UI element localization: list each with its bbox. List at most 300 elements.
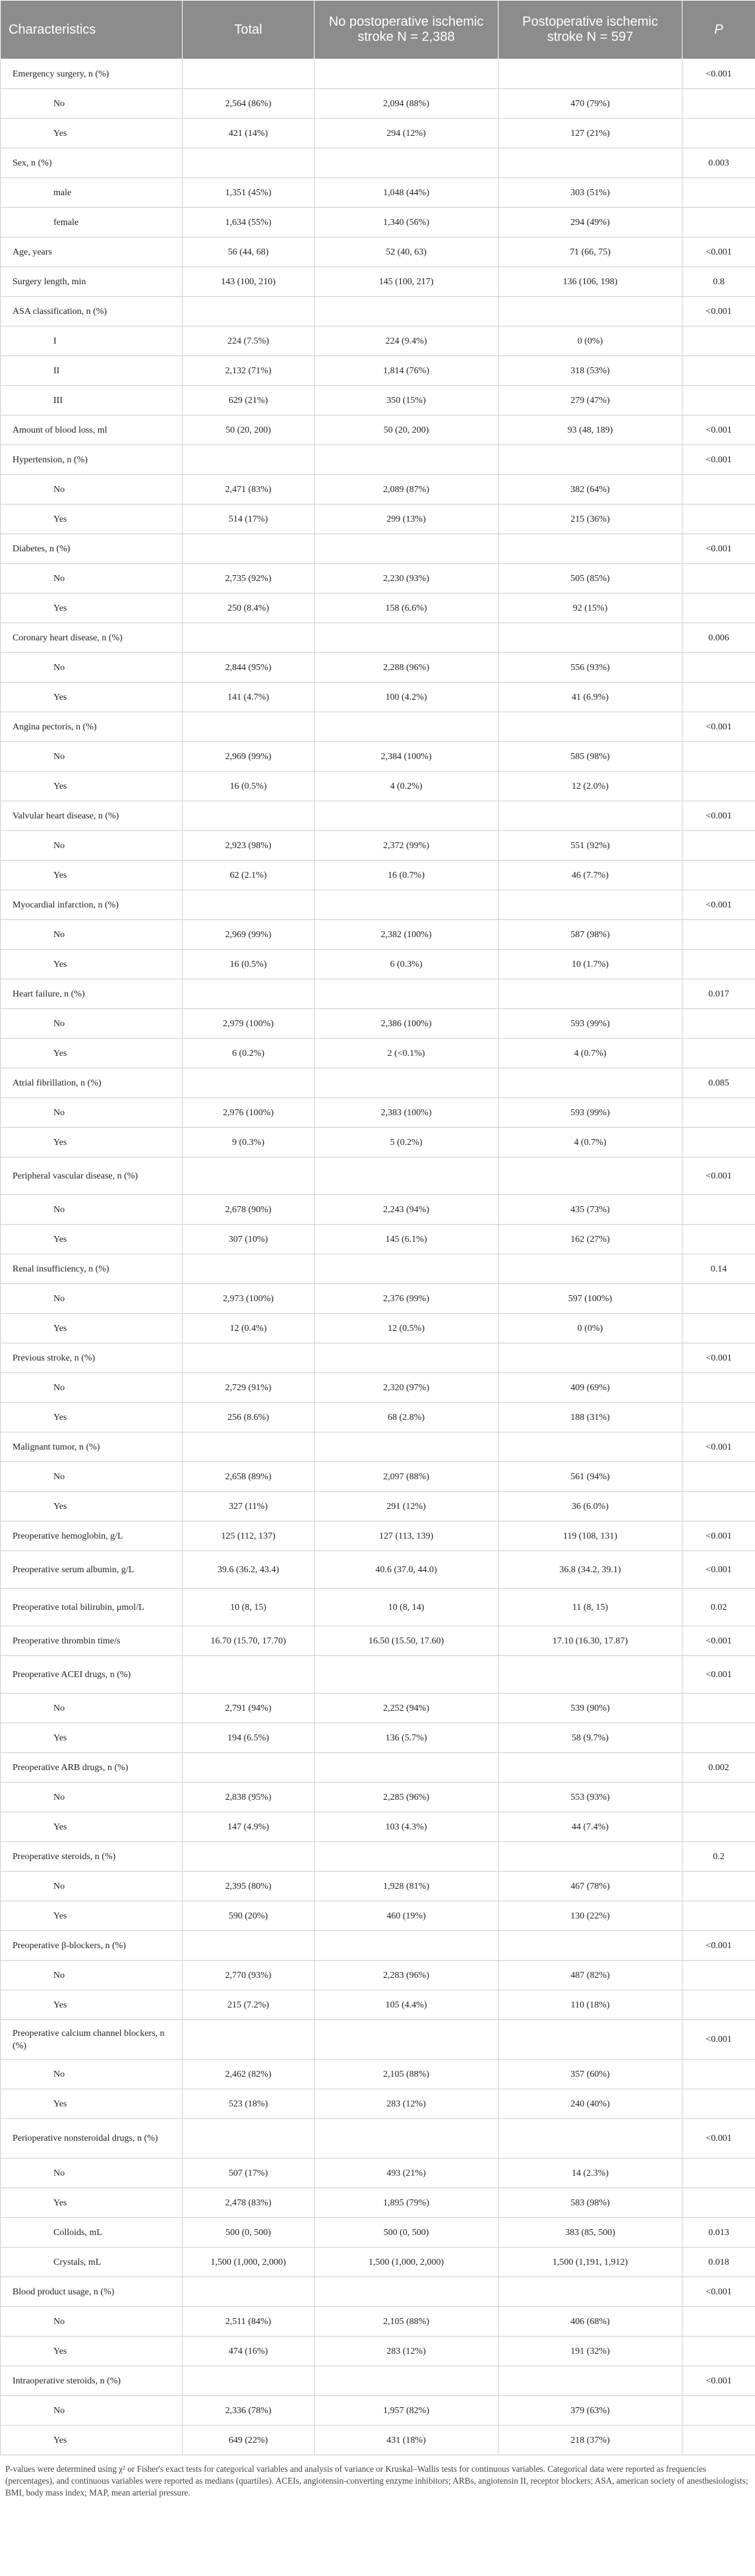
cell-characteristic: Yes bbox=[1, 861, 183, 890]
table-row bbox=[1, 1195, 755, 1225]
cell-stroke: 12 (2.0%) bbox=[498, 772, 682, 801]
cell-stroke bbox=[498, 890, 682, 920]
cell-total: 256 (8.6%) bbox=[183, 1403, 315, 1432]
cell-characteristic: Yes bbox=[1, 1128, 183, 1157]
cell-total bbox=[183, 2366, 315, 2396]
cell-p-value bbox=[682, 356, 755, 386]
table-row bbox=[1, 1009, 755, 1039]
table-row bbox=[1, 386, 755, 415]
cell-characteristic: female bbox=[1, 208, 183, 237]
cell-no-stroke bbox=[315, 801, 498, 831]
cell-no-stroke bbox=[315, 712, 498, 742]
cell-stroke bbox=[498, 534, 682, 564]
table-row bbox=[1, 1492, 755, 1521]
cell-total: 1,634 (55%) bbox=[183, 208, 315, 237]
cell-no-stroke: 4 (0.2%) bbox=[315, 772, 498, 801]
cell-stroke: 240 (40%) bbox=[498, 2089, 682, 2119]
cell-no-stroke: 291 (12%) bbox=[315, 1492, 498, 1521]
cell-total: 2,969 (99%) bbox=[183, 742, 315, 772]
cell-p-value bbox=[682, 2089, 755, 2119]
cell-total: 2,471 (83%) bbox=[183, 475, 315, 505]
cell-total bbox=[183, 1931, 315, 1961]
table-row bbox=[1, 801, 755, 831]
cell-characteristic: Blood product usage, n (%) bbox=[1, 2277, 183, 2307]
cell-characteristic: ASA classification, n (%) bbox=[1, 297, 183, 326]
cell-p-value: <0.001 bbox=[682, 2020, 755, 2060]
table-row bbox=[1, 237, 755, 267]
cell-stroke: 46 (7.7%) bbox=[498, 861, 682, 890]
cell-stroke bbox=[498, 1254, 682, 1284]
cell-total: 2,770 (93%) bbox=[183, 1961, 315, 1990]
cell-no-stroke: 2,243 (94%) bbox=[315, 1195, 498, 1225]
cell-stroke: 127 (21%) bbox=[498, 119, 682, 148]
table-row bbox=[1, 59, 755, 89]
table-row bbox=[1, 1901, 755, 1931]
table-row bbox=[1, 712, 755, 742]
cell-characteristic: Hypertension, n (%) bbox=[1, 445, 183, 475]
cell-characteristic: Yes bbox=[1, 683, 183, 712]
cell-p-value bbox=[682, 1009, 755, 1039]
cell-p-value: <0.001 bbox=[682, 1931, 755, 1961]
cell-characteristic: Yes bbox=[1, 772, 183, 801]
cell-stroke: 10 (1.7%) bbox=[498, 950, 682, 979]
cell-p-value bbox=[682, 920, 755, 950]
table-row bbox=[1, 2089, 755, 2119]
table-row bbox=[1, 564, 755, 594]
cell-p-value: <0.001 bbox=[682, 59, 755, 89]
cell-total: 50 (20, 200) bbox=[183, 415, 315, 445]
cell-characteristic: Crystals, mL bbox=[1, 2248, 183, 2277]
cell-stroke: 36 (6.0%) bbox=[498, 1492, 682, 1521]
cell-total bbox=[183, 2119, 315, 2159]
cell-total bbox=[183, 801, 315, 831]
cell-stroke: 0 (0%) bbox=[498, 326, 682, 356]
cell-characteristic: Renal insufficiency, n (%) bbox=[1, 1254, 183, 1284]
cell-stroke: 551 (92%) bbox=[498, 831, 682, 861]
table-row bbox=[1, 2426, 755, 2455]
cell-no-stroke: 103 (4.3%) bbox=[315, 1812, 498, 1842]
table-row bbox=[1, 2337, 755, 2366]
table-row bbox=[1, 1068, 755, 1098]
table-row bbox=[1, 1157, 755, 1195]
cell-characteristic: Age, years bbox=[1, 237, 183, 267]
table-row bbox=[1, 415, 755, 445]
table-row bbox=[1, 1254, 755, 1284]
cell-p-value bbox=[682, 564, 755, 594]
table-row bbox=[1, 831, 755, 861]
cell-p-value: <0.001 bbox=[682, 1343, 755, 1373]
cell-total bbox=[183, 297, 315, 326]
cell-total: 250 (8.4%) bbox=[183, 594, 315, 623]
cell-no-stroke bbox=[315, 148, 498, 178]
cell-characteristic: Yes bbox=[1, 119, 183, 148]
cell-stroke: 593 (99%) bbox=[498, 1009, 682, 1039]
cell-p-value: <0.001 bbox=[682, 1432, 755, 1462]
cell-stroke: 4 (0.7%) bbox=[498, 1128, 682, 1157]
table-row bbox=[1, 1128, 755, 1157]
cell-characteristic: No bbox=[1, 564, 183, 594]
cell-total bbox=[183, 979, 315, 1009]
cell-no-stroke: 2,288 (96%) bbox=[315, 653, 498, 683]
cell-p-value bbox=[682, 1783, 755, 1812]
cell-no-stroke: 2,386 (100%) bbox=[315, 1009, 498, 1039]
cell-stroke: 597 (100%) bbox=[498, 1284, 682, 1314]
table-row bbox=[1, 1343, 755, 1373]
cell-stroke: 58 (9.7%) bbox=[498, 1723, 682, 1753]
cell-no-stroke: 2,372 (99%) bbox=[315, 831, 498, 861]
cell-total: 307 (10%) bbox=[183, 1225, 315, 1254]
table-row bbox=[1, 1403, 755, 1432]
cell-no-stroke: 1,048 (44%) bbox=[315, 178, 498, 208]
cell-characteristic: Diabetes, n (%) bbox=[1, 534, 183, 564]
table-row bbox=[1, 2218, 755, 2248]
cell-stroke bbox=[498, 1068, 682, 1098]
cell-characteristic: male bbox=[1, 178, 183, 208]
cell-characteristic: No bbox=[1, 1783, 183, 1812]
cell-characteristic: No bbox=[1, 89, 183, 119]
cell-p-value: <0.001 bbox=[682, 1551, 755, 1589]
cell-total bbox=[183, 2020, 315, 2060]
cell-stroke bbox=[498, 148, 682, 178]
cell-characteristic: Amount of blood loss, ml bbox=[1, 415, 183, 445]
cell-p-value: <0.001 bbox=[682, 801, 755, 831]
cell-total: 56 (44, 68) bbox=[183, 237, 315, 267]
cell-total bbox=[183, 2277, 315, 2307]
cell-stroke bbox=[498, 2366, 682, 2396]
cell-stroke: 11 (8, 15) bbox=[498, 1589, 682, 1626]
cell-stroke bbox=[498, 979, 682, 1009]
cell-stroke bbox=[498, 1842, 682, 1872]
header-characteristics: Characteristics bbox=[1, 1, 183, 59]
cell-total bbox=[183, 712, 315, 742]
cell-stroke: 110 (18%) bbox=[498, 1990, 682, 2020]
cell-no-stroke bbox=[315, 1432, 498, 1462]
cell-p-value bbox=[682, 742, 755, 772]
cell-no-stroke bbox=[315, 534, 498, 564]
cell-p-value bbox=[682, 1492, 755, 1521]
cell-total: 194 (6.5%) bbox=[183, 1723, 315, 1753]
cell-p-value bbox=[682, 2396, 755, 2426]
cell-stroke: 409 (69%) bbox=[498, 1373, 682, 1403]
cell-characteristic: No bbox=[1, 1009, 183, 1039]
header-stroke: Postoperative ischemic stroke N = 597 bbox=[498, 1, 682, 59]
cell-no-stroke: 127 (113, 139) bbox=[315, 1521, 498, 1551]
cell-no-stroke: 460 (19%) bbox=[315, 1901, 498, 1931]
cell-stroke: 41 (6.9%) bbox=[498, 683, 682, 712]
table-row bbox=[1, 772, 755, 801]
cell-stroke: 130 (22%) bbox=[498, 1901, 682, 1931]
table-row bbox=[1, 1842, 755, 1872]
cell-no-stroke bbox=[315, 1842, 498, 1872]
table-row bbox=[1, 683, 755, 712]
cell-characteristic: No bbox=[1, 1462, 183, 1492]
cell-total: 590 (20%) bbox=[183, 1901, 315, 1931]
table-row bbox=[1, 979, 755, 1009]
cell-characteristic: No bbox=[1, 2396, 183, 2426]
cell-p-value: <0.001 bbox=[682, 1157, 755, 1195]
cell-total: 2,336 (78%) bbox=[183, 2396, 315, 2426]
header-total: Total bbox=[183, 1, 315, 59]
cell-characteristic: No bbox=[1, 1373, 183, 1403]
cell-no-stroke bbox=[315, 979, 498, 1009]
cell-total bbox=[183, 445, 315, 475]
cell-p-value bbox=[682, 2060, 755, 2089]
cell-p-value bbox=[682, 1284, 755, 1314]
cell-p-value bbox=[682, 1901, 755, 1931]
cell-no-stroke: 136 (5.7%) bbox=[315, 1723, 498, 1753]
cell-no-stroke: 40.6 (37.0, 44.0) bbox=[315, 1551, 498, 1589]
cell-total: 2,729 (91%) bbox=[183, 1373, 315, 1403]
cell-no-stroke bbox=[315, 2119, 498, 2159]
cell-characteristic: Yes bbox=[1, 1901, 183, 1931]
cell-total: 507 (17%) bbox=[183, 2159, 315, 2188]
cell-no-stroke bbox=[315, 2277, 498, 2307]
cell-stroke: 505 (85%) bbox=[498, 564, 682, 594]
cell-characteristic: Preoperative β-blockers, n (%) bbox=[1, 1931, 183, 1961]
cell-p-value bbox=[682, 683, 755, 712]
cell-characteristic: II bbox=[1, 356, 183, 386]
cell-no-stroke bbox=[315, 297, 498, 326]
cell-p-value: 0.002 bbox=[682, 1753, 755, 1783]
cell-p-value bbox=[682, 1098, 755, 1128]
cell-stroke bbox=[498, 2119, 682, 2159]
cell-p-value: 0.006 bbox=[682, 623, 755, 653]
cell-total: 2,973 (100%) bbox=[183, 1284, 315, 1314]
cell-characteristic: Perioperative nonsteroidal drugs, n (%) bbox=[1, 2119, 183, 2159]
cell-total: 523 (18%) bbox=[183, 2089, 315, 2119]
cell-stroke: 379 (63%) bbox=[498, 2396, 682, 2426]
cell-total bbox=[183, 59, 315, 89]
table-row bbox=[1, 1589, 755, 1626]
cell-stroke: 0 (0%) bbox=[498, 1314, 682, 1343]
cell-characteristic: Myocardial infarction, n (%) bbox=[1, 890, 183, 920]
cell-stroke bbox=[498, 1432, 682, 1462]
cell-total: 2,791 (94%) bbox=[183, 1694, 315, 1723]
table-row bbox=[1, 1039, 755, 1068]
cell-no-stroke: 2,252 (94%) bbox=[315, 1694, 498, 1723]
cell-p-value: 0.8 bbox=[682, 267, 755, 297]
table-row bbox=[1, 326, 755, 356]
cell-total: 2,735 (92%) bbox=[183, 564, 315, 594]
cell-no-stroke: 145 (6.1%) bbox=[315, 1225, 498, 1254]
cell-stroke: 93 (48, 189) bbox=[498, 415, 682, 445]
cell-stroke: 188 (31%) bbox=[498, 1403, 682, 1432]
cell-stroke: 585 (98%) bbox=[498, 742, 682, 772]
cell-characteristic: Atrial fibrillation, n (%) bbox=[1, 1068, 183, 1098]
cell-characteristic: Yes bbox=[1, 1990, 183, 2020]
cell-stroke: 71 (66, 75) bbox=[498, 237, 682, 267]
table-row bbox=[1, 1783, 755, 1812]
table-row bbox=[1, 1314, 755, 1343]
cell-stroke: 583 (98%) bbox=[498, 2188, 682, 2218]
cell-stroke: 382 (64%) bbox=[498, 475, 682, 505]
cell-stroke: 556 (93%) bbox=[498, 653, 682, 683]
table-row bbox=[1, 623, 755, 653]
cell-p-value bbox=[682, 1373, 755, 1403]
table-row bbox=[1, 356, 755, 386]
cell-stroke: 553 (93%) bbox=[498, 1783, 682, 1812]
table-row bbox=[1, 2396, 755, 2426]
cell-p-value: <0.001 bbox=[682, 534, 755, 564]
cell-characteristic: Angina pectoris, n (%) bbox=[1, 712, 183, 742]
cell-stroke bbox=[498, 2020, 682, 2060]
cell-characteristic: No bbox=[1, 1284, 183, 1314]
cell-total: 147 (4.9%) bbox=[183, 1812, 315, 1842]
table-row bbox=[1, 1931, 755, 1961]
cell-stroke: 4 (0.7%) bbox=[498, 1039, 682, 1068]
cell-stroke: 357 (60%) bbox=[498, 2060, 682, 2089]
cell-total: 215 (7.2%) bbox=[183, 1990, 315, 2020]
cell-p-value: 0.02 bbox=[682, 1589, 755, 1626]
cell-no-stroke: 145 (100, 217) bbox=[315, 267, 498, 297]
cell-total: 224 (7.5%) bbox=[183, 326, 315, 356]
cell-stroke: 587 (98%) bbox=[498, 920, 682, 950]
cell-total: 2,462 (82%) bbox=[183, 2060, 315, 2089]
cell-total: 649 (22%) bbox=[183, 2426, 315, 2455]
cell-no-stroke: 2,384 (100%) bbox=[315, 742, 498, 772]
table-row bbox=[1, 297, 755, 326]
cell-characteristic: No bbox=[1, 1961, 183, 1990]
table-row bbox=[1, 890, 755, 920]
cell-stroke: 593 (99%) bbox=[498, 1098, 682, 1128]
cell-no-stroke: 431 (18%) bbox=[315, 2426, 498, 2455]
cell-p-value: <0.001 bbox=[682, 2366, 755, 2396]
cell-no-stroke: 299 (13%) bbox=[315, 505, 498, 534]
cell-no-stroke: 2,283 (96%) bbox=[315, 1961, 498, 1990]
cell-total: 9 (0.3%) bbox=[183, 1128, 315, 1157]
cell-no-stroke bbox=[315, 1343, 498, 1373]
table-row bbox=[1, 505, 755, 534]
cell-no-stroke: 2,105 (88%) bbox=[315, 2060, 498, 2089]
cell-stroke: 36.8 (34.2, 39.1) bbox=[498, 1551, 682, 1589]
cell-characteristic: Preoperative serum albumin, g/L bbox=[1, 1551, 183, 1589]
cell-no-stroke: 224 (9.4%) bbox=[315, 326, 498, 356]
cell-p-value bbox=[682, 1990, 755, 2020]
cell-characteristic: Malignant tumor, n (%) bbox=[1, 1432, 183, 1462]
cell-no-stroke: 1,340 (56%) bbox=[315, 208, 498, 237]
cell-characteristic: Preoperative steroids, n (%) bbox=[1, 1842, 183, 1872]
cell-p-value: <0.001 bbox=[682, 1521, 755, 1551]
cell-characteristic: Heart failure, n (%) bbox=[1, 979, 183, 1009]
cell-p-value bbox=[682, 475, 755, 505]
cell-stroke: 303 (51%) bbox=[498, 178, 682, 208]
cell-total bbox=[183, 1753, 315, 1783]
cell-p-value bbox=[682, 831, 755, 861]
header-p-value: P bbox=[682, 1, 755, 59]
cell-total bbox=[183, 1068, 315, 1098]
cell-characteristic: Yes bbox=[1, 2089, 183, 2119]
table-row bbox=[1, 1432, 755, 1462]
cell-p-value bbox=[682, 1039, 755, 1068]
cell-total: 474 (16%) bbox=[183, 2337, 315, 2366]
cell-p-value: 0.085 bbox=[682, 1068, 755, 1098]
cell-no-stroke: 2,285 (96%) bbox=[315, 1783, 498, 1812]
cell-total: 2,979 (100%) bbox=[183, 1009, 315, 1039]
table-row bbox=[1, 1284, 755, 1314]
cell-characteristic: I bbox=[1, 326, 183, 356]
table-row bbox=[1, 1656, 755, 1694]
cell-no-stroke: 2 (<0.1%) bbox=[315, 1039, 498, 1068]
cell-characteristic: Preoperative calcium channel blockers, n (%) bbox=[1, 2020, 183, 2060]
table-row bbox=[1, 2060, 755, 2089]
table-row bbox=[1, 1098, 755, 1128]
cell-characteristic: Yes bbox=[1, 1812, 183, 1842]
cell-stroke bbox=[498, 1656, 682, 1694]
cell-total: 141 (4.7%) bbox=[183, 683, 315, 712]
cell-stroke bbox=[498, 297, 682, 326]
cell-stroke: 215 (36%) bbox=[498, 505, 682, 534]
cell-characteristic: Coronary heart disease, n (%) bbox=[1, 623, 183, 653]
cell-total bbox=[183, 148, 315, 178]
cell-stroke bbox=[498, 1931, 682, 1961]
cell-characteristic: No bbox=[1, 1098, 183, 1128]
cell-p-value bbox=[682, 2307, 755, 2337]
cell-stroke: 294 (49%) bbox=[498, 208, 682, 237]
cell-stroke: 17.10 (16.30, 17.87) bbox=[498, 1626, 682, 1656]
cell-characteristic: Yes bbox=[1, 950, 183, 979]
cell-no-stroke bbox=[315, 2020, 498, 2060]
cell-no-stroke bbox=[315, 445, 498, 475]
cell-total: 39.6 (36.2, 43.4) bbox=[183, 1551, 315, 1589]
cell-total: 6 (0.2%) bbox=[183, 1039, 315, 1068]
header-no-stroke: No postoperative ischemic stroke N = 2,388 bbox=[315, 1, 498, 59]
table-row bbox=[1, 2366, 755, 2396]
cell-total bbox=[183, 534, 315, 564]
table-row bbox=[1, 267, 755, 297]
table-footnote: P-values were determined using χ² or Fisher's exact tests for categorical variables and analysis of variance or Kruskal–Wallis tests for continuous variables. Categorical data were reported as frequencies (percentages), and continuous variables were reported as medians (quartiles). ACEIs, angiotensin-converting enzyme inhibitors; ARBs, angiotensin II, receptor blockers; ASA, american society of anesthesiologists; BMI, body mass index; MAP, mean arterial pressure. bbox=[5, 2464, 748, 2498]
cell-stroke: 1,500 (1,191, 1,912) bbox=[498, 2248, 682, 2277]
cell-no-stroke: 493 (21%) bbox=[315, 2159, 498, 2188]
cell-stroke bbox=[498, 1753, 682, 1783]
cell-characteristic: Sex, n (%) bbox=[1, 148, 183, 178]
table-row bbox=[1, 2277, 755, 2307]
cell-characteristic: No bbox=[1, 1872, 183, 1901]
table-row bbox=[1, 1373, 755, 1403]
cell-no-stroke: 68 (2.8%) bbox=[315, 1403, 498, 1432]
cell-characteristic: III bbox=[1, 386, 183, 415]
cell-no-stroke: 12 (0.5%) bbox=[315, 1314, 498, 1343]
cell-p-value bbox=[682, 2337, 755, 2366]
cell-characteristic: Emergency surgery, n (%) bbox=[1, 59, 183, 89]
cell-p-value bbox=[682, 1694, 755, 1723]
table-row bbox=[1, 119, 755, 148]
cell-total: 2,923 (98%) bbox=[183, 831, 315, 861]
table-row bbox=[1, 1225, 755, 1254]
cell-total bbox=[183, 1157, 315, 1195]
cell-characteristic: Preoperative ARB drugs, n (%) bbox=[1, 1753, 183, 1783]
table-row bbox=[1, 475, 755, 505]
cell-p-value: <0.001 bbox=[682, 237, 755, 267]
cell-p-value: 0.003 bbox=[682, 148, 755, 178]
cell-total bbox=[183, 1254, 315, 1284]
table-row bbox=[1, 1812, 755, 1842]
cell-total: 10 (8, 15) bbox=[183, 1589, 315, 1626]
cell-stroke: 136 (106, 198) bbox=[498, 267, 682, 297]
cell-total: 421 (14%) bbox=[183, 119, 315, 148]
table-row bbox=[1, 1694, 755, 1723]
cell-p-value bbox=[682, 2159, 755, 2188]
cell-stroke: 435 (73%) bbox=[498, 1195, 682, 1225]
cell-no-stroke bbox=[315, 59, 498, 89]
cell-no-stroke: 283 (12%) bbox=[315, 2337, 498, 2366]
cell-characteristic: No bbox=[1, 920, 183, 950]
cell-total: 327 (11%) bbox=[183, 1492, 315, 1521]
cell-p-value: <0.001 bbox=[682, 712, 755, 742]
cell-no-stroke: 6 (0.3%) bbox=[315, 950, 498, 979]
cell-characteristic: Preoperative total bilirubin, μmol/L bbox=[1, 1589, 183, 1626]
cell-no-stroke: 10 (8, 14) bbox=[315, 1589, 498, 1626]
cell-stroke: 92 (15%) bbox=[498, 594, 682, 623]
